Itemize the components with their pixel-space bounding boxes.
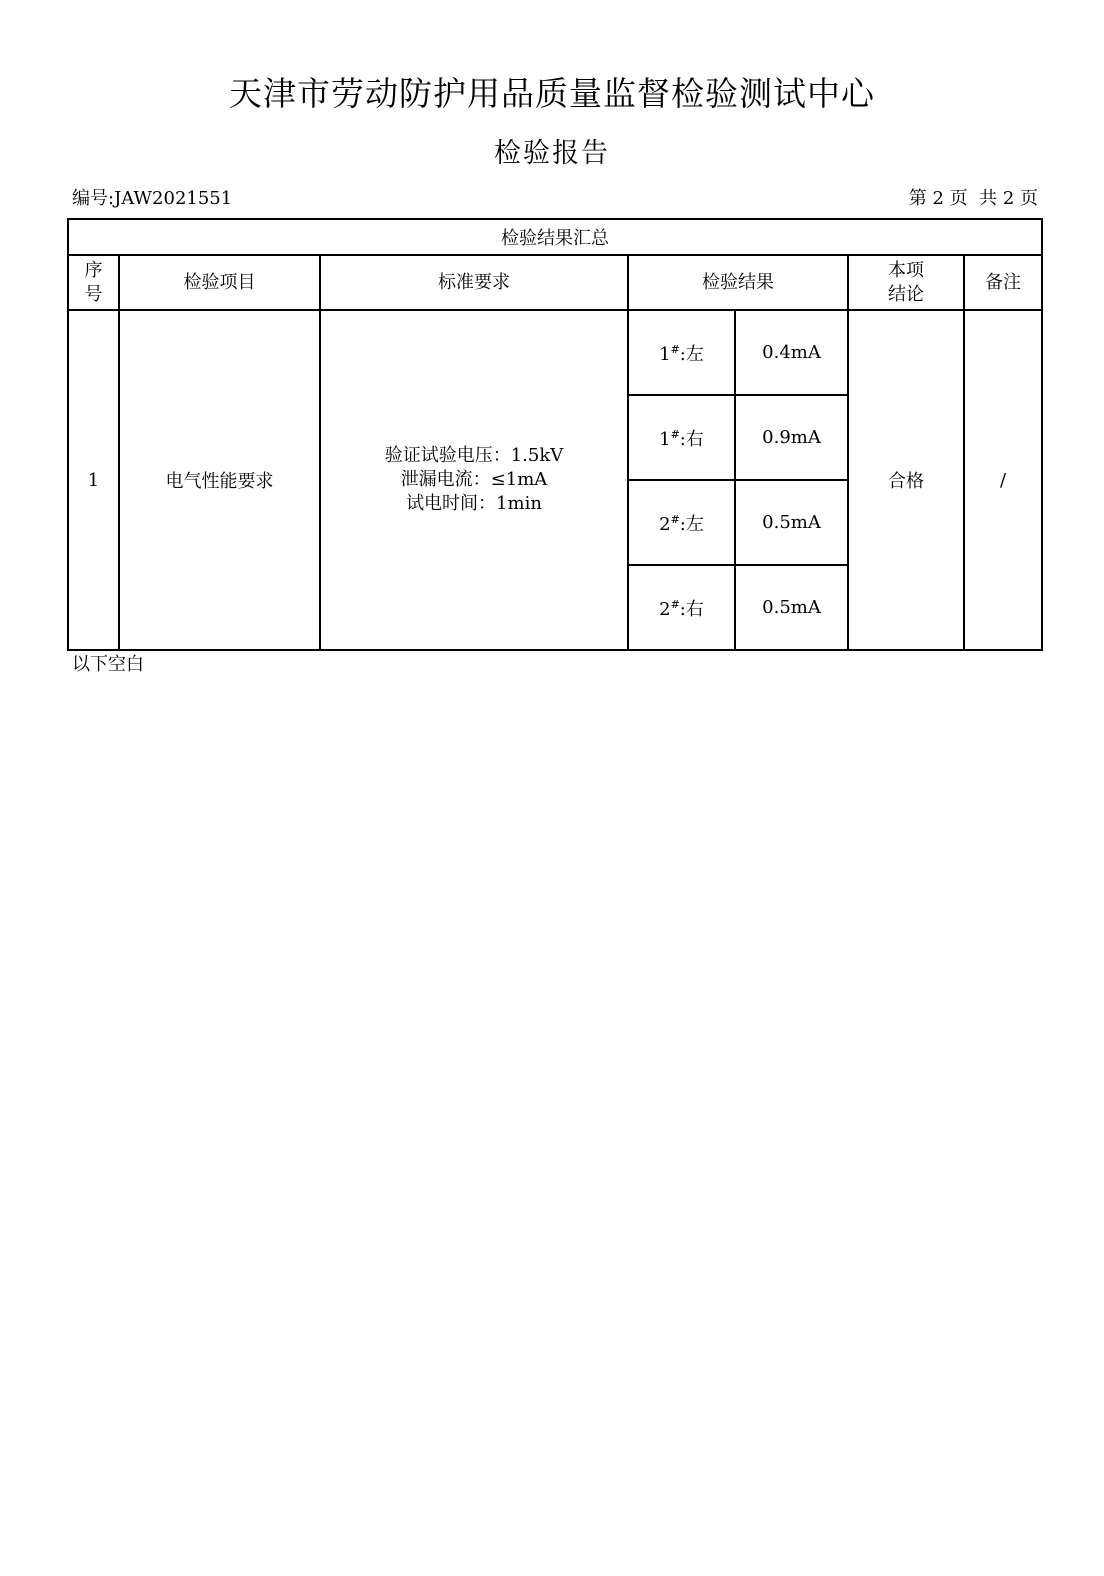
table-header-row <box>68 255 1042 310</box>
table-row <box>68 310 1042 395</box>
organization-title: 天津市劳动防护用品质量监督检验测试中心 <box>229 74 875 113</box>
result-value: 0.5mA <box>735 480 848 565</box>
result-sample-label: 2#:左 <box>628 480 735 565</box>
row-index: 1 <box>68 310 119 650</box>
column-header-index-line2: 号 <box>84 283 103 305</box>
column-header-index <box>68 255 119 310</box>
standard-line: 验证试验电压：1.5kV <box>384 445 564 466</box>
column-header-conclusion <box>848 255 964 310</box>
table-caption: 检验结果汇总 <box>68 219 1042 255</box>
row-conclusion: 合格 <box>848 310 964 650</box>
result-sample-label: 1#:右 <box>628 395 735 480</box>
column-header-conclusion-line1: 本项 <box>888 259 924 281</box>
column-header-standard: 标准要求 <box>320 255 628 310</box>
row-remark: / <box>964 310 1042 650</box>
standard-line: 泄漏电流：≤1mA <box>400 469 548 490</box>
column-header-result: 检验结果 <box>628 255 848 310</box>
report-number: 编号:JAW2021551 <box>72 188 233 209</box>
standard-line: 试电时间：1min <box>406 493 542 514</box>
row-item: 电气性能要求 <box>119 310 320 650</box>
result-value: 0.4mA <box>735 310 848 395</box>
result-sample-label: 1#:左 <box>628 310 735 395</box>
column-header-remark: 备注 <box>964 255 1042 310</box>
column-header-index-line1: 序 <box>84 259 103 281</box>
result-value: 0.9mA <box>735 395 848 480</box>
column-header-item: 检验项目 <box>119 255 320 310</box>
result-sample-label: 2#:右 <box>628 565 735 650</box>
result-value: 0.5mA <box>735 565 848 650</box>
page-info: 第 2 页 共 2 页 <box>908 188 1038 209</box>
column-header-conclusion-line2: 结论 <box>888 283 924 305</box>
report-meta-row <box>72 186 1038 212</box>
row-standard <box>320 310 628 650</box>
report-title: 检验报告 <box>494 138 610 169</box>
results-summary-table <box>67 218 1043 651</box>
blank-below-note: 以下空白 <box>72 654 144 675</box>
